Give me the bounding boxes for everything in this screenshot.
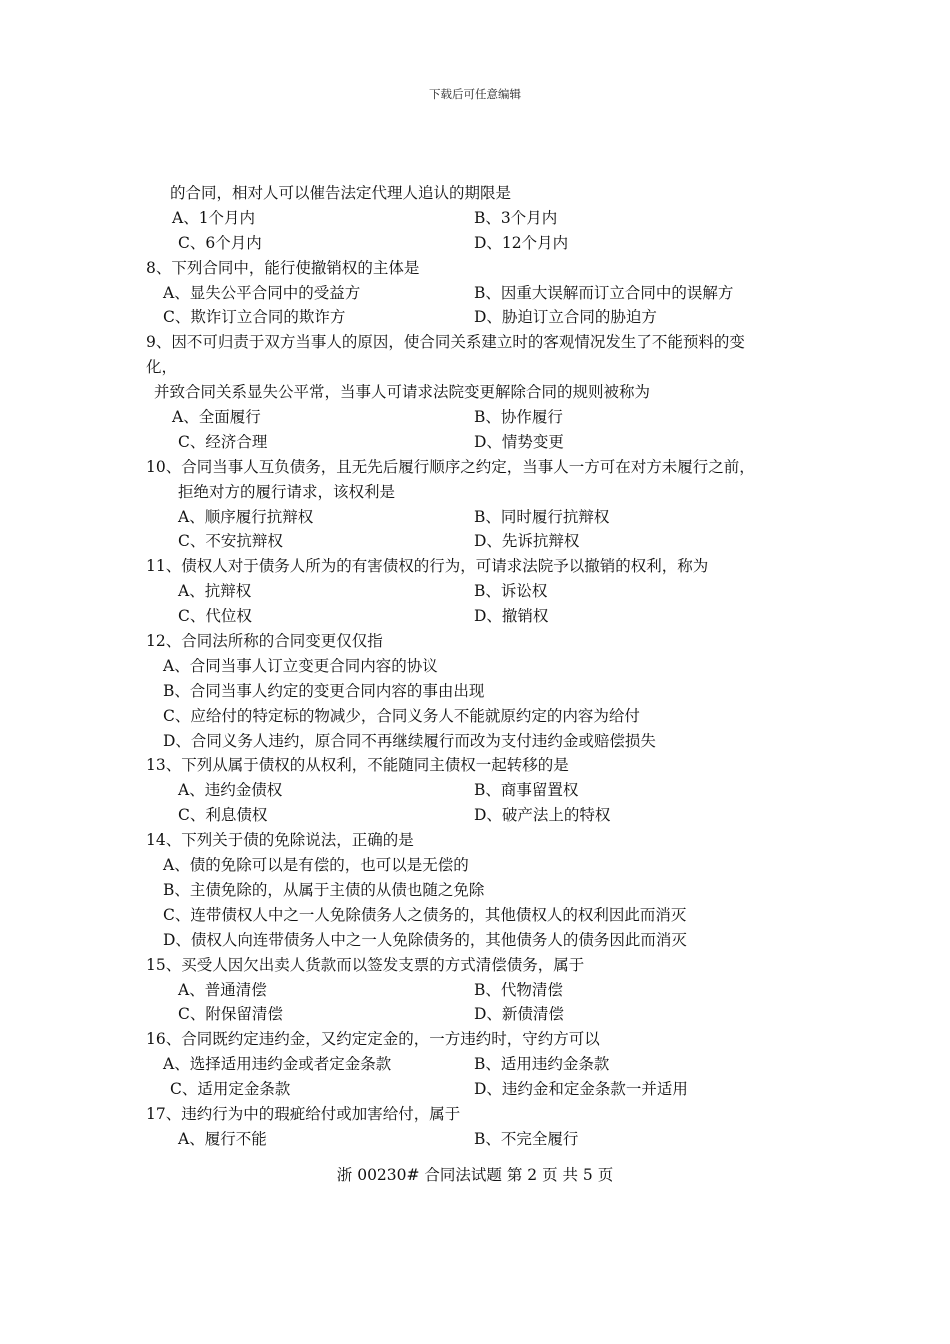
line-text: B、合同当事人约定的变更合同内容的事由出现 [163,681,485,700]
text-line [0,704,950,729]
option-left: C、6个月内 [178,233,262,252]
text-line [0,604,950,629]
option-left: A、履行不能 [178,1129,267,1148]
text-line [0,629,950,654]
option-left: C、经济合理 [178,432,268,451]
line-text: 12、合同法所称的合同变更仅仅指 [146,632,383,651]
line-text: A、合同当事人订立变更合同内容的协议 [163,656,438,675]
line-text: 14、下列关于债的免除说法，正确的是 [146,831,414,850]
line-text: 8、下列合同中，能行使撤销权的主体是 [146,258,420,277]
line-text: 拒绝对方的履行请求，该权利是 [178,482,396,501]
option-right: D、违约金和定金条款一并适用 [474,1080,688,1099]
option-left: A、1个月内 [172,208,256,227]
text-line [0,1052,950,1077]
line-text: D、债权人向连带债务人中之一人免除债务的，其他债务人的债务因此而消灭 [163,930,687,949]
option-right: D、先诉抗辩权 [474,532,580,551]
text-line [0,729,950,754]
option-left: C、附保留清偿 [178,1005,283,1024]
text-line [0,1127,950,1152]
option-left: C、不安抗辩权 [178,532,283,551]
line-text: 10、合同当事人互负债务，且无先后履行顺序之约定，当事人一方可在对方未履行之前， [146,457,755,476]
text-line [0,803,950,828]
text-line [0,828,950,853]
option-right: B、适用违约金条款 [474,1055,610,1074]
option-right: B、诉讼权 [474,582,548,601]
option-right: D、12个月内 [474,233,569,252]
line-text: A、债的免除可以是有偿的，也可以是无偿的 [163,856,469,875]
text-line [0,654,950,679]
text-line [0,853,950,878]
text-line [0,1002,950,1027]
text-line [0,928,950,953]
line-text: C、应给付的特定标的物减少，合同义务人不能就原约定的内容为给付 [163,706,640,725]
question-content [0,181,950,1152]
text-line [0,305,950,330]
line-text: 16、合同既约定违约金，又约定定金的，一方违约时，守约方可以 [146,1030,600,1049]
text-line [0,181,950,206]
text-line [0,953,950,978]
option-left: C、适用定金条款 [170,1080,291,1099]
text-line [0,978,950,1003]
line-text: 11、债权人对于债务人所为的有害债权的行为，可请求法院予以撤销的权利，称为 [146,557,709,576]
line-text: 9、因不可归责于双方当事人的原因，使合同关系建立时的客观情况发生了不能预料的变 [146,333,745,352]
line-text: B、主债免除的，从属于主债的从债也随之免除 [163,880,485,899]
text-line [0,355,950,380]
option-left: C、欺诈订立合同的欺诈方 [163,308,346,327]
text-line [0,1077,950,1102]
option-left: A、顺序履行抗辩权 [178,507,314,526]
text-line [0,878,950,903]
line-text: 17、违约行为中的瑕疵给付或加害给付，属于 [146,1104,461,1123]
text-line [0,1027,950,1052]
text-line [0,206,950,231]
option-right: D、新债清偿 [474,1005,564,1024]
text-line [0,256,950,281]
text-line [0,679,950,704]
option-right: B、协作履行 [474,408,563,427]
option-right: B、因重大误解而订立合同中的误解方 [474,283,734,302]
text-line [0,579,950,604]
option-right: D、胁迫订立合同的胁迫方 [474,308,657,327]
line-text: D、合同义务人违约，原合同不再继续履行而改为支付违约金或赔偿损失 [163,731,656,750]
text-line [0,330,950,355]
option-right: B、不完全履行 [474,1129,579,1148]
text-line [0,753,950,778]
option-right: B、同时履行抗辩权 [474,507,610,526]
option-right: B、商事留置权 [474,781,579,800]
text-line [0,480,950,505]
text-line [0,505,950,530]
text-line [0,529,950,554]
option-left: A、普通清偿 [178,980,267,999]
option-left: A、显失公平合同中的受益方 [163,283,361,302]
option-left: A、全面履行 [172,408,261,427]
option-left: A、选择适用违约金或者定金条款 [163,1055,392,1074]
option-left: C、利息债权 [178,806,268,825]
text-line [0,231,950,256]
text-line [0,380,950,405]
text-line [0,281,950,306]
text-line [0,778,950,803]
text-line [0,554,950,579]
text-line [0,405,950,430]
text-line [0,903,950,928]
line-text: 并致合同关系显失公平常，当事人可请求法院变更解除合同的规则被称为 [154,383,651,402]
line-text: 化， [146,358,178,377]
option-right: D、撤销权 [474,607,549,626]
option-right: B、代物清偿 [474,980,563,999]
page-header: 下载后可任意编辑 [429,87,521,101]
option-left: A、违约金债权 [178,781,283,800]
page-footer: 浙 00230# 合同法试题 第 2 页 共 5 页 [336,1166,614,1184]
line-text: 的合同，相对人可以催告法定代理人追认的期限是 [170,184,512,202]
option-right: D、情势变更 [474,432,564,451]
text-line [0,430,950,455]
line-text: 13、下列从属于债权的从权利，不能随同主债权一起转移的是 [146,756,569,775]
option-right: B、3个月内 [474,208,558,227]
option-right: D、破产法上的特权 [474,806,611,825]
text-line [0,1102,950,1127]
option-left: A、抗辩权 [178,582,252,601]
line-text: C、连带债权人中之一人免除债务人之债务的，其他债权人的权利因此而消灭 [163,905,687,924]
text-line [0,455,950,480]
option-left: C、代位权 [178,607,252,626]
line-text: 15、买受人因欠出卖人货款而以签发支票的方式清偿债务，属于 [146,955,585,974]
